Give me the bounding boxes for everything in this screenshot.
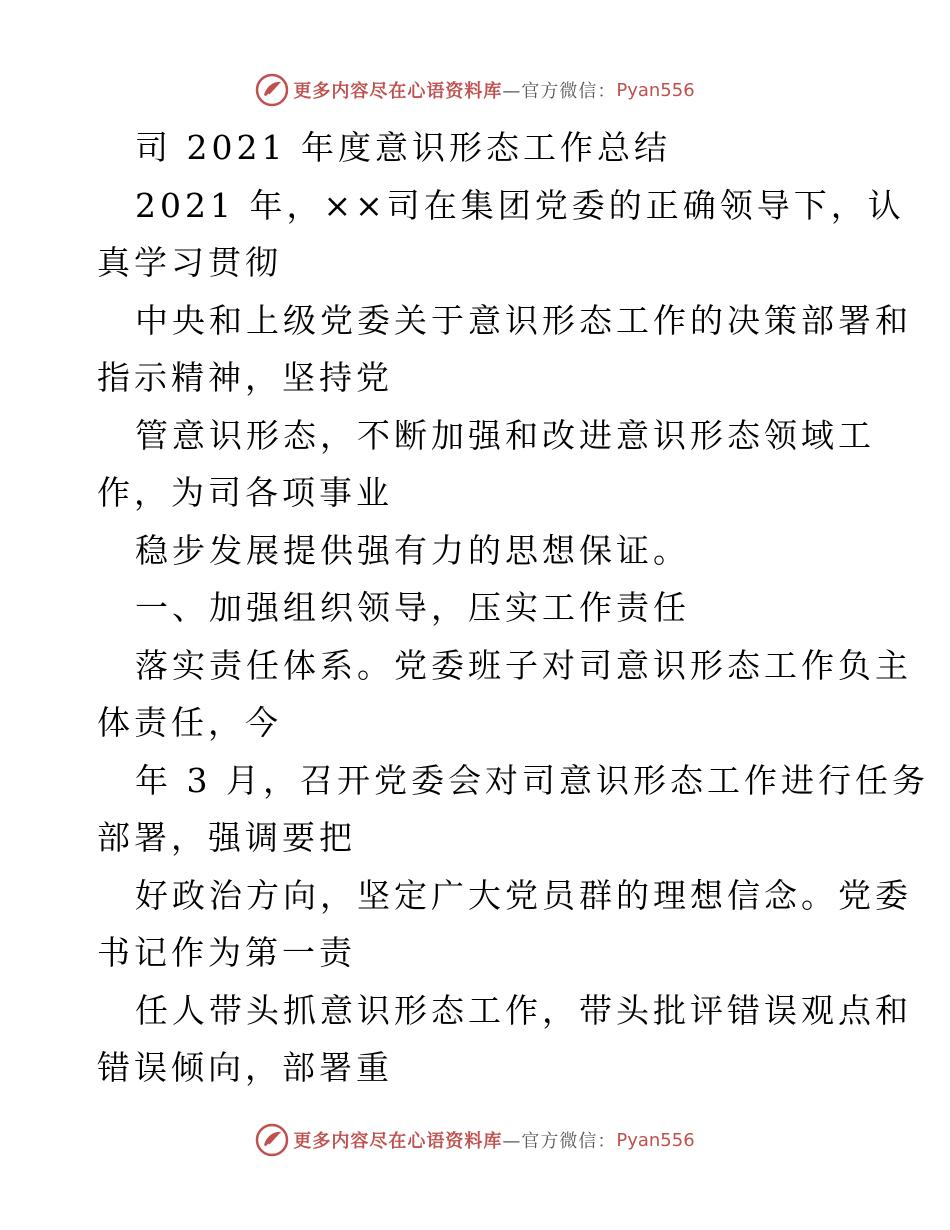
paragraph-line: 年 3 月，召开党委会对司意识形态工作进行任务 xyxy=(135,760,929,800)
watermark-separator: —官方微信： xyxy=(502,1131,617,1152)
document-title: 司 2021 年度意识形态工作总结 xyxy=(135,128,671,167)
pen-heart-logo-icon xyxy=(255,1123,289,1157)
paragraph-line: 书记作为第一责 xyxy=(97,933,356,972)
paragraph-line: 作，为司各项事业 xyxy=(97,473,393,512)
paragraph-line: 好政治方向，坚定广大党员群的理想信念。党委 xyxy=(135,875,912,915)
watermark-brand: 更多内容尽在心语资料库 xyxy=(293,81,503,102)
paragraph-line: 管意识形态，不断加强和改进意识形态领域工 xyxy=(135,415,875,455)
watermark-wechat-id: Pyan556 xyxy=(616,79,695,101)
document-body xyxy=(97,119,929,1097)
watermark-wechat-id: Pyan556 xyxy=(616,1129,695,1151)
paragraph-line: 指示精神，坚持党 xyxy=(97,358,393,397)
pen-heart-logo-icon xyxy=(255,73,289,107)
paragraph-line: 2021 年，××司在集团党委的正确领导下，认 xyxy=(135,185,905,225)
paragraph-line: 任人带头抓意识形态工作，带头批评错误观点和 xyxy=(135,990,912,1030)
header-watermark xyxy=(0,70,950,110)
watermark-separator: —官方微信： xyxy=(502,81,617,102)
section-heading: 一、加强组织领导，压实工作责任 xyxy=(135,588,690,627)
paragraph-line: 体责任，今 xyxy=(97,703,282,742)
paragraph-line: 真学习贯彻 xyxy=(97,243,282,282)
watermark-brand: 更多内容尽在心语资料库 xyxy=(293,1131,503,1152)
paragraph-line: 稳步发展提供强有力的思想保证。 xyxy=(135,530,690,570)
footer-watermark xyxy=(0,1120,950,1160)
paragraph-line: 错误倾向，部署重 xyxy=(97,1048,393,1087)
paragraph-line: 中央和上级党委关于意识形态工作的决策部署和 xyxy=(135,300,912,340)
paragraph-line: 落实责任体系。党委班子对司意识形态工作负主 xyxy=(135,645,912,685)
paragraph-line: 部署，强调要把 xyxy=(97,818,356,857)
